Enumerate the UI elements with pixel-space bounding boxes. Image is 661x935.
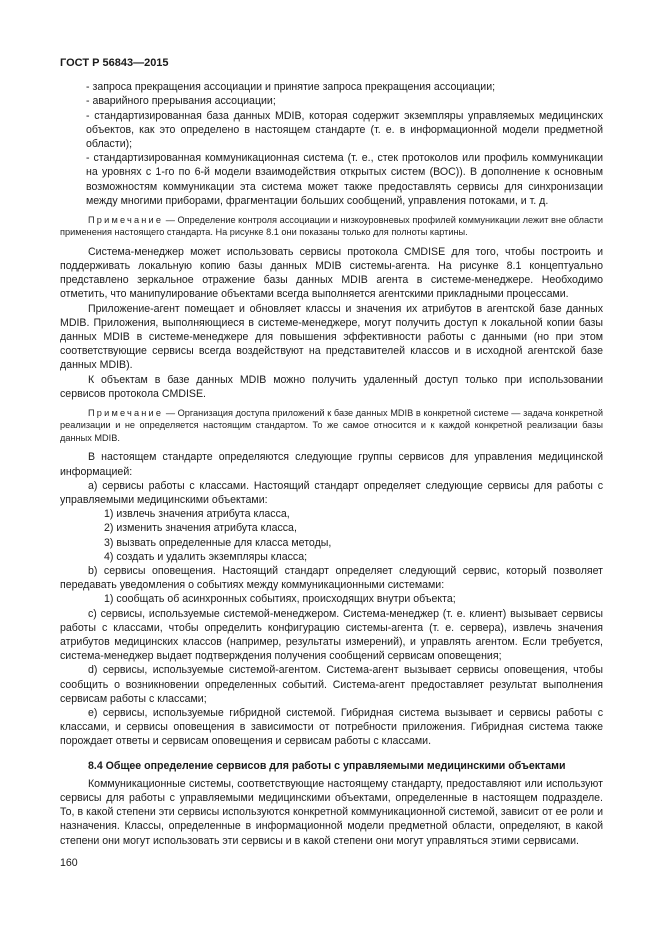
note-text: — Определение контроля ассоциации и низкоуровневых профилей коммуникации лежит вне области применения настоящего стандарта. На рисунке 8.1 они показаны только для полноты картины. xyxy=(60,215,603,238)
paragraph: В настоящем стандарте определяются следующие группы сервисов для управления медицинской информацией: xyxy=(60,451,603,478)
note xyxy=(60,214,603,239)
list-item: 2) изменить значения атрибута класса, xyxy=(104,522,297,535)
list-item: 4) создать и удалить экземпляры класса; xyxy=(104,550,308,563)
paragraph: а) сервисы работы с классами. Настоящий стандарт определяет следующие сервисы для работы с управляемыми медицинскими объектами: xyxy=(60,479,603,506)
paragraph: b) сервисы оповещения. Настоящий стандарт определяет следующий сервис, который позволяет передавать уведомления о событиях между коммуникационными системами: xyxy=(60,564,603,592)
section-title: 8.4 Общее определение сервисов для работы с управляемыми медицинскими объектами xyxy=(88,759,566,772)
standard-header: ГОСТ Р 56843—2015 xyxy=(60,57,169,69)
note-label: Примечание xyxy=(88,408,164,419)
list-item: 1) сообщать об асинхронных событиях, происходящих внутри объекта; xyxy=(104,593,456,606)
list-item: - запроса прекращения ассоциации и принятие запроса прекращения ассоциации; xyxy=(86,81,496,94)
list-item: 1) извлечь значения атрибута класса, xyxy=(104,508,290,521)
list-item: - аварийного прерывания ассоциации; xyxy=(86,95,276,108)
paragraph: d) сервисы, используемые системой-агентом. Система-агент вызывает сервисы оповещения, чтобы сообщить о возникновении определенных событий. Система-агент предоставляет результат выполнения сервисам работы с классами; xyxy=(60,664,603,705)
note-text: — Организация доступа приложений к базе данных MDIB в конкретной системе — задача конкретной реализации и не определяется настоящим стандартом. То же самое относится и к каждой конкретной реализации базы данных MDIB. xyxy=(60,408,603,443)
list-item: - стандартизированная коммуникационная система (т. е., стек протоколов или профиль коммуникации на уровнях с 1-го по 6-й модели взаимодействия открытых систем (ВОС)). В дополнение к основным возможностям коммуникации эта система может также предоставлять сервисы для синхронизации между многими приборами, фрагментации больших сообщений, управления потоками, и т. д. xyxy=(86,152,603,207)
paragraph: Приложение-агент помещает и обновляет классы и значения их атрибутов в агентской базе данных MDIB. Приложения, выполняющиеся в системе-менеджере, могут получить доступ к локальной копии базы данных MDIB в системе-менеджере для повышения эффективности работы с данными (но при этом соответствующие сервисы всегда воздействуют на представителей классов и в исходной агентской базе данных MDIB). xyxy=(60,302,603,372)
paragraph: е) сервисы, используемые гибридной системой. Гибридная система вызывает и сервисы работы с классами, и сервисы оповещения в зависимости от потребности приложения. Гибридная система также порождает ответы и сервисам оповещения и сервисам работы с классами. xyxy=(60,706,603,748)
note-label: Примечание xyxy=(88,215,164,226)
list-item: - стандартизированная база данных MDIB, которая содержит экземпляры управляемых медицинских объектов, как это определено в настоящем стандарте (т. е. в информационной модели предметной области); xyxy=(86,109,603,151)
paragraph: Коммуникационные системы, соответствующие настоящему стандарту, предоставляют или используют сервисы для работы с управляемыми медицинскими объектами, определенные в настоящем подразделе. То, в какой степени эти сервисы используются конкретной коммуникационной системой, зависит от ее роли и назначения. Классы, определенные в информационной модели предметной области, определяют, в какой степени они могут использовать эти сервисы и в какой степени они могут управляться этими сервисами. xyxy=(60,777,603,847)
list-item: 3) вызвать определенные для класса методы, xyxy=(104,536,332,549)
paragraph: Система-менеджер может использовать сервисы протокола CMDISE для того, чтобы построить и поддерживать локальную копию базы данных MDIB системы-агента. На рисунке 8.1 концептуально представлено зеркальное отражение базы данных MDIB агента в системе-менеджере. Необходимо отметить, что манипулирование объектами всегда выполняется агентскими прикладными процессами. xyxy=(60,245,603,301)
paragraph: К объектам в базе данных MDIB можно получить удаленный доступ только при использовании сервисов протокола CMDISE. xyxy=(60,373,603,400)
paragraph: с) сервисы, используемые системой-менеджером. Система-менеджер (т. е. клиент) вызывает сервисы работы с классами, чтобы определить конфигурацию системы-агента (т. е. сервера), извлечь значения атрибутов медицинских классов (например, результаты измерений), и управлять агентом. Если требуется, система-менеджер выдает подтверждения получения сообщений сервисам оповещения; xyxy=(60,607,603,663)
page-number: 160 xyxy=(60,856,78,869)
note xyxy=(60,407,603,444)
